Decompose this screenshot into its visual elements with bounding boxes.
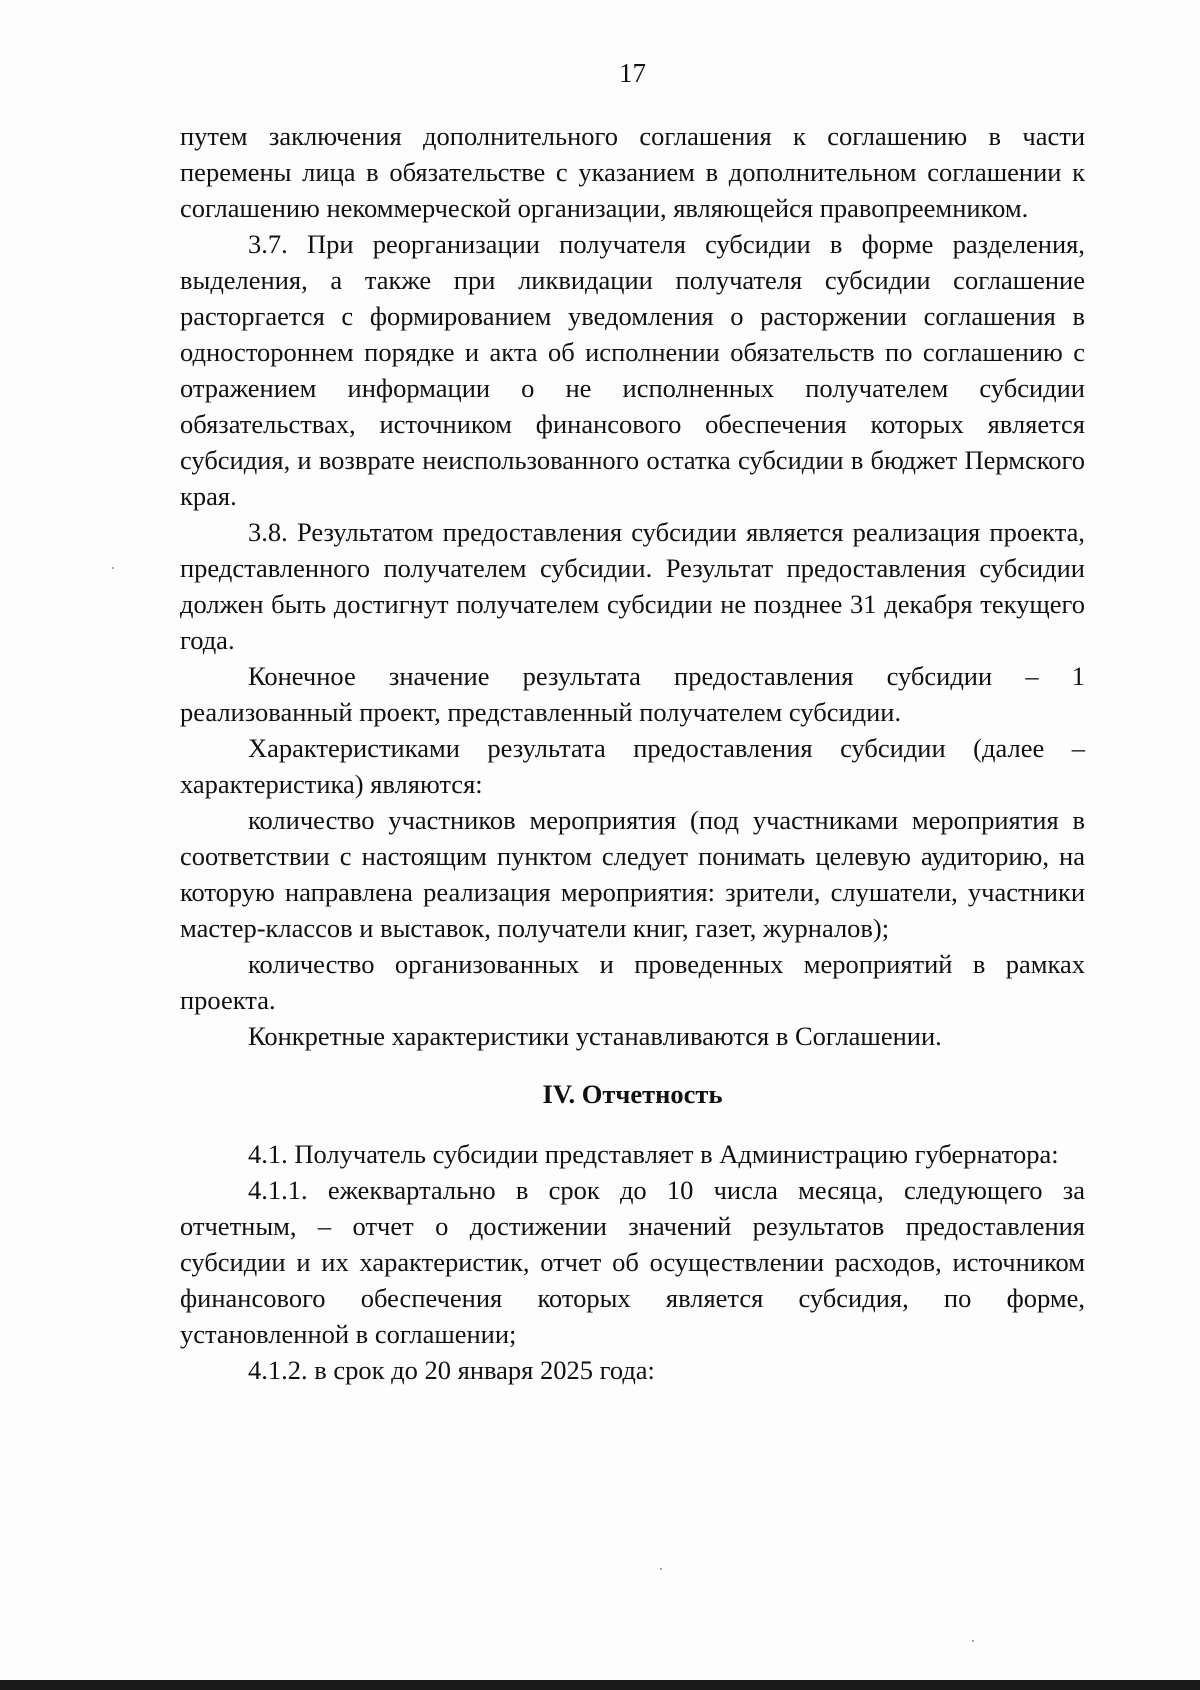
paragraph-characteristics: Характеристиками результата предоставления субсидии (далее – характеристика) являются: bbox=[180, 733, 1085, 799]
paragraph-4-1-2: 4.1.2. в срок до 20 января 2025 года: bbox=[248, 1355, 655, 1385]
paragraph-3-8: 3.8. Результатом предоставления субсидии является реализация проекта, представленного получателем субсидии. Результат предоставления субсидии должен быть достигнут получателем субсидии не позднее 31 декабря текущего года. bbox=[180, 517, 1085, 655]
paragraph-final-value: Конечное значение результата предоставления субсидии – 1 реализованный проект, представленный получателем субсидии. bbox=[180, 661, 1085, 727]
section-heading: IV. Отчетность bbox=[542, 1079, 723, 1109]
paragraph-4-1: 4.1. Получатель субсидии представляет в Администрацию губернатора: bbox=[248, 1139, 1059, 1169]
page-number: 17 bbox=[619, 58, 646, 88]
scan-speck bbox=[112, 567, 114, 569]
scan-bottom-edge bbox=[0, 1680, 1200, 1690]
paragraph-3-7: 3.7. При реорганизации получателя субсидии в форме разделения, выделения, а также при ликвидации получателя субсидии соглашение расторгается с формированием уведомления о расторжении соглашения в одностороннем порядке и акта об исполнении обязательств по соглашению с отражением информации о не исполненных получателем субсидии обязательствах, источником финансового обеспечения которых является субсидия, и возврате неиспользованного остатка субсидии в бюджет Пермского края. bbox=[180, 229, 1085, 511]
scan-speck bbox=[660, 1568, 662, 1570]
document-body bbox=[180, 118, 1085, 1388]
paragraph-specific-characteristics: Конкретные характеристики устанавливаются в Соглашении. bbox=[248, 1021, 942, 1051]
paragraph-events-count: количество организованных и проведенных мероприятий в рамках проекта. bbox=[180, 949, 1085, 1015]
paragraph-4-1-1: 4.1.1. ежеквартально в срок до 10 числа месяца, следующего за отчетным, – отчет о достижении значений результатов предоставления субсидии и их характеристик, отчет об осуществлении расходов, источником финансового обеспечения которых является субсидия, по форме, установленной в соглашении; bbox=[180, 1175, 1085, 1349]
paragraph-participants-count: количество участников мероприятия (под участниками мероприятия в соответствии с настоящим пунктом следует понимать целевую аудиторию, на которую направлена реализация мероприятия: зрители, слушатели, участники мастер-классов и выставок, получатели книг, газет, журналов); bbox=[180, 805, 1085, 943]
scan-speck bbox=[972, 1640, 974, 1642]
paragraph-continuation: путем заключения дополнительного соглашения к соглашению в части перемены лица в обязательстве с указанием в дополнительном соглашении к соглашению некоммерческой организации, являющейся правопреемником. bbox=[180, 121, 1085, 223]
